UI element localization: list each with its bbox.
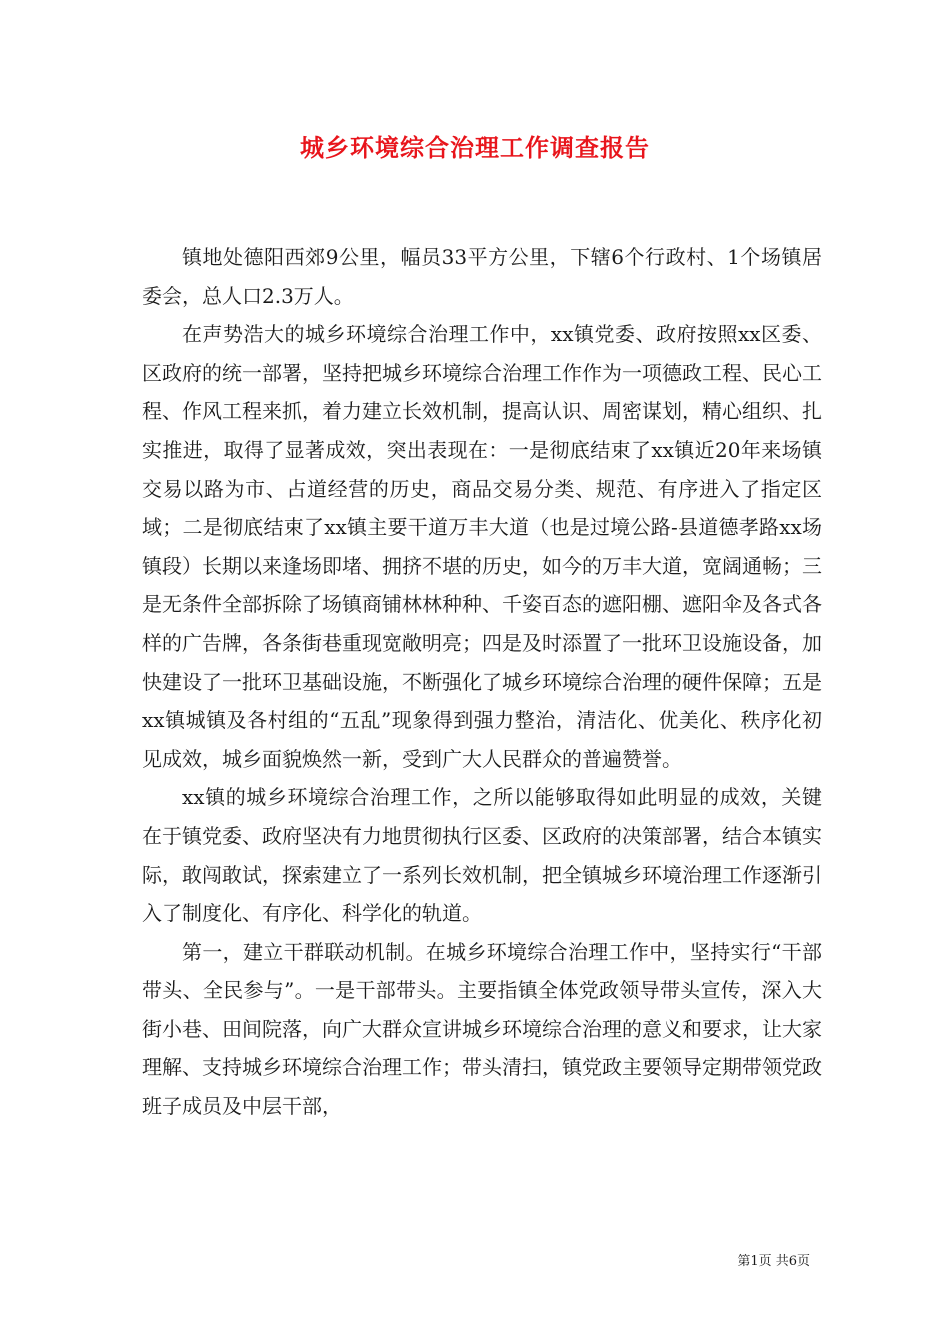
document-body	[142, 238, 822, 1126]
paragraph-1: 镇地处德阳西郊9公里，幅员33平方公里，下辖6个行政村、1个场镇居委会，总人口2.3万人。	[142, 245, 822, 308]
page-number-footer: 第1页 共6页	[737, 1254, 810, 1269]
paragraph-4: 第一，建立干群联动机制。在城乡环境综合治理工作中，坚持实行“干部带头、全民参与”。一是干部带头。主要指镇全体党政领导带头宣传，深入大街小巷、田间院落，向广大群众宣讲城乡环境综合治理的意义和要求，让大家理解、支持城乡环境综合治理工作；带头清扫，镇党政主要领导定期带领党政班子成员及中层干部，	[142, 939, 822, 1119]
paragraph-2: 在声势浩大的城乡环境综合治理工作中，xx镇党委、政府按照xx区委、区政府的统一部署，坚持把城乡环境综合治理工作作为一项德政工程、民心工程、作风工程来抓，着力建立长效机制，提高认识、周密谋划，精心组织、扎实推进，取得了显著成效，突出表现在：一是彻底结束了xx镇近20年来场镇交易以路为市、占道经营的历史，商品交易分类、规范、有序进入了指定区域；二是彻底结束了xx镇主要干道万丰大道（也是过境公路-县道德孝路xx场镇段）长期以来逢场即堵、拥挤不堪的历史，如今的万丰大道，宽阔通畅；三是无条件全部拆除了场镇商铺林林种种、千姿百态的遮阳棚、遮阳伞及各式各样的广告牌，各条街巷重现宽敞明亮；四是及时添置了一批环卫设施设备，加快建设了一批环卫基础设施，不断强化了城乡环境综合治理的硬件保障；五是xx镇城镇及各村组的“五乱”现象得到强力整治，清洁化、优美化、秩序化初见成效，城乡面貌焕然一新，受到广大人民群众的普遍赞誉。	[142, 322, 822, 771]
paragraph-3: xx镇的城乡环境综合治理工作，之所以能够取得如此明显的成效，关键在于镇党委、政府坚决有力地贯彻执行区委、区政府的决策部署，结合本镇实际，敢闯敢试，探索建立了一系列长效机制，把全镇城乡环境治理工作逐渐引入了制度化、有序化、科学化的轨道。	[142, 785, 822, 926]
document-title: 城乡环境综合治理工作调查报告	[300, 133, 650, 162]
